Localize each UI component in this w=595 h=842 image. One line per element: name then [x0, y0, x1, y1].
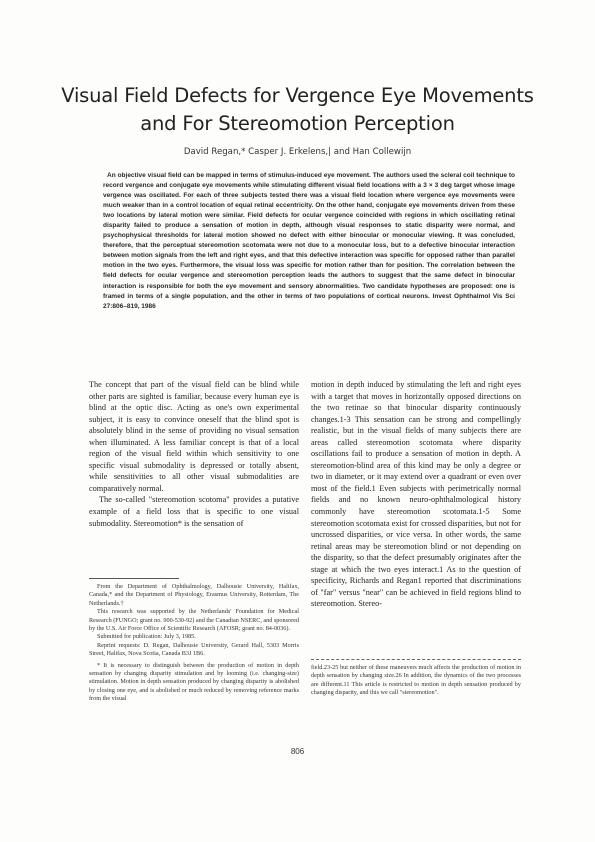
- article-title: [40, 82, 555, 138]
- footnote-reprint: Reprint requests: D. Regan, Dalhousie University, Gerard Hall, 5303 Morris Street, Halifax, Nova Scotia, Canada B3J 1B6.: [89, 641, 299, 658]
- body-paragraph: The concept that part of the visual field can be blind while other parts are sighted is familiar, because every human eye is blind at the optic disc. Acting as one's own experimental subject, it is easy to convince oneself that the blind spot is absolutely blind in the sense of providing no visual sensation when illuminated. A less familiar concept is that of a local region of the visual field within which sensitivity to one specific visual submodality is depressed or totally absent, while sensitivities to all other visual submodalities are comparatively normal.: [89, 380, 299, 493]
- footnote-affiliation: From the Department of Ophthalmology, Dalhousie University, Halifax, Canada,* and the Department of Physiology, Erasmus University, Rotterdam, The Netherlands.†: [89, 583, 299, 607]
- footnotes-right: [311, 664, 521, 698]
- footnotes-left: [89, 583, 299, 704]
- footnote-funding: This research was supported by the Netherlands' Foundation for Medical Research (FUNGO; grant no. 900-530-92) and the Canadian NSERC, and sponsored by the U.S. Air Force Office of Scientific Research (AFOSR; grant no. 84-0036).: [89, 608, 299, 633]
- body-paragraph: motion in depth induced by stimulating the left and right eyes with a target that moves in horizontally opposed directions on the two retinae so that binocular disparity continuously changes.1-3 This sensation can be strong and compellingly realistic, but in the visual fields of many subjects there are areas called stereomotion scotomata where disparity oscillations fail to produce a sensation of motion in depth. A stereomotion-blind area of this kind may be only a degree or two in diameter, or it may extend over a quadrant or even over most of the field.1 Even subjects with perimetrically normal fields and no known neuro-ophthalmological history commonly have stereomotion scotomata.1-5 Some stereomotion scotomata exist for crossed disparities, but not for uncrossed disparities, or vice versa. In other words, the same retinal areas may be stereomotion blind or not depending on the disparity, so that the defect presumably originates after the stage at which the two eyes interact.1 As to the question of specificity, Richards and Regan1 reported that discriminations of "far" versus "near" can be achieved in field regions blind to stereomotion. Stereo-: [311, 380, 521, 609]
- footnote-continuation-divider: [311, 659, 521, 660]
- author-list: David Regan,* Casper J. Erkelens,| and Han Collewijn: [183, 147, 412, 157]
- body-column-left: [89, 379, 299, 529]
- footnote-continuation: field.23-25 but neither of these maneuvers much affects the production of motion in depth sensation by changing size.26 In addition, the dynamics of the two processes are different.11 This article is restricted to motion in depth sensation produced by changing disparity, and this we call "stereomotion".: [311, 664, 521, 697]
- body-paragraph: The so-called "stereomotion scotoma" provides a putative example of a field loss that is specific to one visual submodality. Stereomotion* is the sensation of: [89, 495, 299, 528]
- footnote-divider: [89, 578, 179, 579]
- body-column-right: [311, 379, 521, 610]
- title-line-2: and For Stereomotion Perception: [140, 112, 455, 135]
- page-number: 806: [290, 747, 305, 756]
- footnote-submitted: Submitted for publication: July 3, 1985.: [97, 633, 196, 641]
- footnote-stereomotion: * It is necessary to distinguish between the production of motion in depth sensation by changing disparity stimulation and by looming (i.e. changing-size) stimulation. Motion in depth sensation produced by changing disparity is abolished by closing one eye, and is abolished or much reduced by removing reference marks from the visual: [89, 661, 299, 703]
- title-line-1: Visual Field Defects for Vergence Eye Movements: [61, 84, 534, 107]
- abstract: An objective visual field can be mapped in terms of stimulus-induced eye movement. The authors used the scleral coil technique to record vergence and conjugate eye movements while stimulating different visual field locations with a 3 × 3 deg target whose image vergence was oscillated. For each of three subjects tested there was a visual field location where vergence eye movements were much weaker than in a control location of equal retinal eccentricity. On the other hand, conjugate eye movements driven from these two locations by lateral motion were similar. Field defects for ocular vergence coincided with regions in which oscillating retinal disparity failed to produce a sensation of motion in depth, although visual responses to static disparity were normal, and psychophysical thresholds for lateral motion showed no defect with either binocular or monocular viewing. It was concluded, therefore, that the perceptual stereomotion scotomata were not due to a monocular loss, but to a defective binocular interaction between motion signals from the left and right eyes, and that this defective interaction was specific for opposed rather than parallel motion in the two eyes. Furthermore, the visual loss was specific for motion rather than for position. The correlation between the field defects for ocular vergence and stereomotion perception leads the authors to suggest that the same defect in binocular interaction is responsible for both the eye movement and sensory abnormalities. Two candidate hypotheses are proposed: one is framed in terms of a single population, and the other in terms of two populations of cortical neurons. Invest Ophthalmol Vis Sci 27:806–819, 1986: [103, 172, 515, 310]
